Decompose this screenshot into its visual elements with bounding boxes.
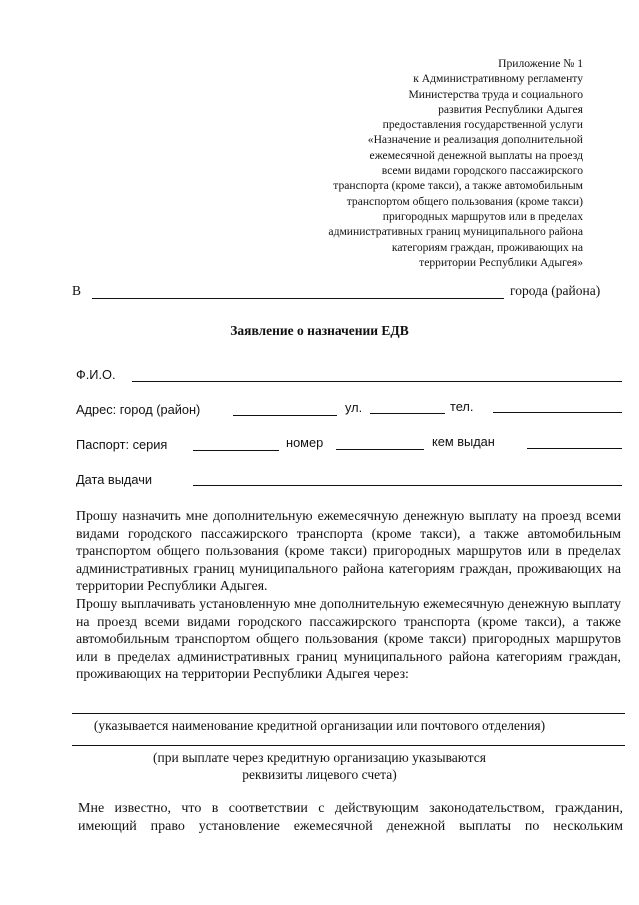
issue-date-label: Дата выдачи xyxy=(76,472,153,487)
request-paragraph-1: Прошу назначить мне дополнительную ежемесячную денежную выплату на проезд всеми видами городского пассажирского транспорта (кроме такси), а также автомобильным транспортом общего пользования (кроме такси) пригородных маршрутов или в пределах административных границ муниципального района категориям граждан, проживающих на территории Республики Адыгея. xyxy=(76,508,621,594)
document-title: Заявление о назначении ЕДВ xyxy=(230,323,409,338)
appendix-line: ежемесячной денежной выплаты на проезд xyxy=(369,148,583,162)
account-caption-line-2: реквизиты лицевого счета) xyxy=(242,767,397,782)
appendix-line: пригородных маршрутов или в пределах xyxy=(382,209,583,223)
appendix-line: предоставления государственной услуги xyxy=(382,118,583,132)
city-suffix: города (района) xyxy=(510,283,601,298)
appendix-line: транспортом общего пользования (кроме такси) xyxy=(346,194,583,208)
appendix-line: территории Республики Адыгея» xyxy=(419,255,583,269)
street-field[interactable] xyxy=(370,413,445,414)
notice-text xyxy=(78,800,623,836)
city-prefix: В xyxy=(72,283,82,298)
fio-field[interactable] xyxy=(132,381,622,382)
passport-number-field[interactable] xyxy=(336,449,424,450)
appendix-line: административных границ муниципального района xyxy=(328,225,583,239)
account-details-field[interactable] xyxy=(72,745,625,746)
issued-by-field[interactable] xyxy=(527,448,622,449)
appendix-line: развития Республики Адыгея xyxy=(438,102,583,116)
number-label: номер xyxy=(286,435,324,450)
address-label: Адрес: город (район) xyxy=(76,402,201,417)
phone-field[interactable] xyxy=(493,412,622,413)
street-label: ул. xyxy=(345,400,363,415)
appendix-header xyxy=(253,56,583,270)
appendix-line: Приложение № 1 xyxy=(498,57,583,70)
request-paragraph-2: Прошу выплачивать установленную мне дополнительную ежемесячную денежную выплату на проезд всеми видами городского пассажирского транспорта (кроме такси), а также автомобильным транспортом общего пользования (кроме такси) пригородных маршрутов или в пределах административных границ муниципального района категориям граждан, проживающих на территории Республики Адыгея через: xyxy=(76,595,621,682)
account-caption-line-1: (при выплате через кредитную организацию указываются xyxy=(153,750,486,765)
fio-label: Ф.И.О. xyxy=(76,367,116,382)
city-field[interactable] xyxy=(92,298,504,299)
phone-label: тел. xyxy=(450,399,474,414)
credit-org-caption: (указывается наименование кредитной организации или почтового отделения) xyxy=(93,718,546,733)
city-district-field[interactable] xyxy=(233,415,337,416)
appendix-line: всеми видами городского пассажирского xyxy=(381,164,583,178)
passport-label: Паспорт: серия xyxy=(76,437,168,452)
appendix-line: категориям граждан, проживающих на xyxy=(391,240,583,254)
passport-series-field[interactable] xyxy=(193,450,279,451)
issue-date-field[interactable] xyxy=(193,485,622,486)
notice-line-2: имеющий право установление ежемесячной денежной выплаты по нескольким xyxy=(78,819,623,834)
appendix-line: транспорта (кроме такси), а также автомобильным xyxy=(333,179,583,193)
appendix-line: Министерства труда и социального xyxy=(408,87,583,101)
credit-org-field[interactable] xyxy=(72,713,625,714)
appendix-line: к Административному регламенту xyxy=(413,72,583,86)
issued-by-label: кем выдан xyxy=(432,434,495,449)
city-line xyxy=(72,283,617,303)
appendix-line: «Назначение и реализация дополнительной xyxy=(367,133,583,147)
notice-line-1: Мне известно, что в соответствии с действующим законодательством, гражданин, xyxy=(78,801,623,816)
body-text xyxy=(76,507,621,683)
